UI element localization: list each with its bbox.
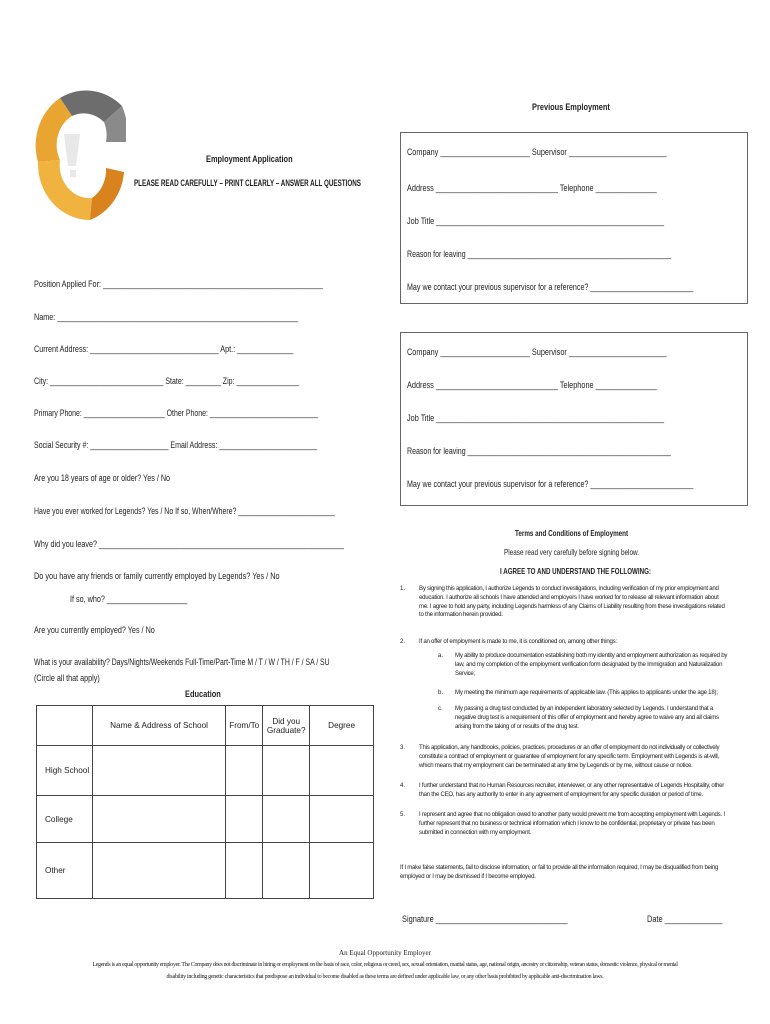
instructions: PLEASE READ CAREFULLY – PRINT CLEARLY – ANSWER ALL QUESTIONS: [134, 178, 361, 189]
table-row: [37, 746, 374, 796]
term-3: This application, any handbooks, policies, practices, procedures or an offer of employment do not individually or collectively constitute a contract of employment or guarantee of employment for any specific term. Employment with Legends is at-will, which means that my employment can be terminated at any time by Legends or by me, without cause or notice.: [419, 744, 720, 769]
availability-question[interactable]: What is your availability? Days/Nights/Weekends Full-Time/Part-Time M / T / W / TH / F / SA / SU: [34, 657, 330, 668]
term-2a: My ability to produce documentation establishing both my identity and employment authorization as required by law, and my completion of the employment verification form designated by the Immigration and Naturalization Service;: [455, 652, 728, 677]
page-title: Employment Application: [206, 154, 293, 165]
eoe-heading: An Equal Opportunity Employer: [339, 949, 431, 957]
why-leave-field[interactable]: Why did you leave? _____________________________________________________________: [34, 539, 344, 550]
name-field[interactable]: Name: ____________________________________________________________: [34, 312, 299, 323]
agree-heading: I AGREE TO AND UNDERSTAND THE FOLLOWING:: [500, 566, 651, 576]
job-title-field-2[interactable]: Job Title ________________________________________________________: [407, 413, 665, 424]
table-row: [37, 843, 374, 899]
graduate-column-header: Did you Graduate?: [263, 706, 310, 746]
other-label: Other: [37, 843, 93, 899]
read-carefully-note: Please read very carefully before signing below.: [504, 547, 640, 557]
term-4: I further understand that no Human Resources recruiter, interviewer, or any other representative of Legends Hospitality, other than the CEO, has any authority to enter in any agreement of employment for any specific duration or period of time.: [419, 782, 725, 798]
if-so-who-field[interactable]: If so, who? ____________________: [70, 594, 188, 605]
company-field-1[interactable]: Company ______________________ Supervisor ________________________: [407, 147, 667, 158]
term-2b: My meeting the minimum age requirements of applicable law. (This applies to applicants under the age 18);: [455, 689, 718, 696]
eoe-statement-line-2: disability including genetic characteristics that predispose an individual to become disabled as these terms are defined under applicable law, or any other basis prohibited by applicable anti-discrimination laws.: [166, 974, 604, 980]
education-header-row: [37, 706, 374, 746]
reason-field-2[interactable]: Reason for leaving ____________________________________________________: [407, 446, 671, 457]
worked-before-question[interactable]: Have you ever worked for Legends? Yes / No If so, When/Where? _________________________: [34, 506, 335, 517]
address-field-1[interactable]: Address ______________________________ Telephone _______________: [407, 183, 657, 194]
reason-field-1[interactable]: Reason for leaving ____________________________________________________: [407, 249, 671, 260]
term-number-3: 3.: [400, 744, 406, 751]
term-number-5: 5.: [400, 811, 406, 818]
term-2c: My passing a drug test conducted by an independent laboratory selected by Legends. I understand that a negative drug test is a requirement of this offer of employment and hereby agree to waive any and all claims arising from the taking of or results of the drug test.: [455, 705, 719, 730]
other-degree-cell[interactable]: [310, 843, 374, 899]
education-title: Education: [185, 689, 221, 700]
college-dates-cell[interactable]: [226, 796, 263, 843]
signature-field[interactable]: Signature ________________________________: [402, 914, 568, 925]
degree-column-header: Degree: [310, 706, 374, 746]
friends-question[interactable]: Do you have any friends or family currently employed by Legends? Yes / No: [34, 571, 280, 582]
terms-title: Terms and Conditions of Employment: [515, 528, 629, 538]
term-2: If an offer of employment is made to me, it is conditioned on, among other things:: [419, 638, 617, 645]
age-question[interactable]: Are you 18 years of age or older? Yes / No: [34, 473, 171, 484]
term-letter-a: a.: [438, 652, 444, 659]
term-letter-b: b.: [438, 689, 444, 696]
contact-field-2[interactable]: May we contact your previous supervisor for a reference? __________________________: [407, 479, 694, 490]
currently-employed-question[interactable]: Are you currently employed? Yes / No: [34, 625, 155, 636]
high-school-dates-cell[interactable]: [226, 746, 263, 796]
other-graduate-cell[interactable]: [263, 843, 310, 899]
address-field[interactable]: Current Address: ________________________________ Apt.: ______________: [34, 344, 294, 355]
college-degree-cell[interactable]: [310, 796, 374, 843]
circle-note: (Circle all that apply): [34, 673, 100, 684]
phone-fields[interactable]: Primary Phone: _____________________ Other Phone: ____________________________: [34, 408, 318, 419]
eoe-statement-line-1: Legends is an equal opportunity employer. The Company does not discriminate in hiring or employment on the basis of race, color, religious or creed, sex, sexual orientation, marital status, age, national origin, ancestry or citizenship, veteran status, domestic violence, physical or mental: [92, 962, 678, 968]
previous-employment-title: Previous Employment: [532, 102, 610, 113]
ssn-email-fields[interactable]: Social Security #: ____________________ Email Address: _________________________: [34, 440, 318, 451]
other-name-cell[interactable]: [92, 843, 225, 899]
high-school-degree-cell[interactable]: [310, 746, 374, 796]
term-letter-c: c.: [438, 705, 443, 712]
term-number-2: 2.: [400, 638, 406, 645]
position-field[interactable]: Position Applied For: ______________________________________________________: [34, 279, 323, 290]
false-statements-note: If I make false statements, fail to disclose information, or fail to provide all the information required, I may be disqualified from being employed or I may be dismissed if I become employed.: [400, 864, 719, 880]
term-number-1: 1.: [400, 585, 406, 592]
high-school-name-cell[interactable]: [92, 746, 225, 796]
city-state-zip-field[interactable]: City: _____________________________ State: _________ Zip: ________________: [34, 376, 300, 387]
table-row: [37, 796, 374, 843]
term-5: I represent and agree that no obligation owed to another party would prevent me from accepting employment with Legends. I further represent that no business or technical information which I know to be confidential, proprietary or private has been submitted in connection with my employment.: [419, 811, 725, 836]
other-dates-cell[interactable]: [226, 843, 263, 899]
school-column-header: Name & Address of School: [92, 706, 225, 746]
education-corner-cell: [37, 706, 93, 746]
legends-logo: [34, 80, 126, 226]
college-name-cell[interactable]: [92, 796, 225, 843]
term-1: By signing this application, I authorize Legends to conduct investigations, including verification of my prior employment and education. I authorize all schools I have attended and employers I have worked for to release all relevant information about me. I agree to hold any party, including Legends harmless of any Claims of Liability resulting from these investigations related to the information herein provided.: [419, 585, 725, 619]
college-label: College: [37, 796, 93, 843]
education-table: [36, 705, 374, 899]
job-title-field-1[interactable]: Job Title ________________________________________________________: [407, 216, 665, 227]
term-number-4: 4.: [400, 782, 406, 789]
date-field[interactable]: Date ______________: [647, 914, 723, 925]
company-field-2[interactable]: Company ______________________ Supervisor ________________________: [407, 347, 667, 358]
contact-field-1[interactable]: May we contact your previous supervisor for a reference? __________________________: [407, 282, 694, 293]
from-to-column-header: From/To: [226, 706, 263, 746]
high-school-label: High School: [37, 746, 93, 796]
college-graduate-cell[interactable]: [263, 796, 310, 843]
address-field-2[interactable]: Address ______________________________ Telephone _______________: [407, 380, 657, 391]
high-school-graduate-cell[interactable]: [263, 746, 310, 796]
